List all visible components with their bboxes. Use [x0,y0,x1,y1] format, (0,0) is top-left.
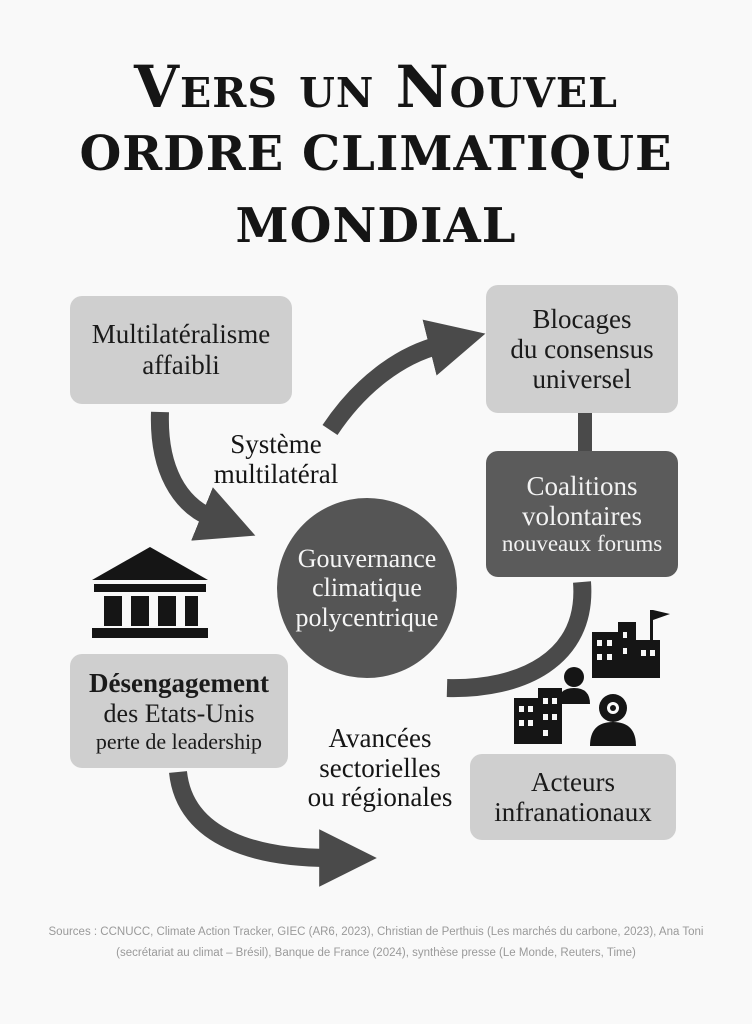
node-label: Acteurs [531,766,615,797]
edge-label: sectorielles [319,752,441,783]
sources-line-1: Sources : CCNUCC, Climate Action Tracker, GIEC (AR6, 2023), Christian de Perthuis (Les marchés du carbone, 2023), Ana Toni [48,926,704,938]
title-line-2: ORDRE CLIMATIQUE [79,126,673,182]
node-label: infranationaux [494,797,652,827]
node-coalitions [486,451,678,577]
node-label: polycentrique [295,602,439,632]
node-acteurs-infranationaux [470,754,676,840]
node-label: Gouvernance [297,544,437,574]
node-label: volontaires [522,501,642,532]
arrow-centre-to-blocages [330,345,440,430]
node-label: Coalitions [526,470,638,501]
node-label: du consensus [510,333,654,364]
node-label: Désengagement [89,667,269,698]
node-gouvernance-centre [277,498,457,678]
sources-line-2: (secrétariat au climat – Brésil), Banque de France (2024), synthèse presse (Le Monde, Reuters, Time) [116,947,636,959]
edge-label: Système [230,429,322,459]
apartment-building-icon [514,688,562,744]
node-label: Blocages [532,303,632,334]
edge-label: Avancées [328,723,432,753]
node-label: nouveaux forums [501,531,663,557]
person-with-badge-icon [590,694,636,746]
arrow-coalitions-to-centre [447,582,582,688]
node-label: climatique [312,573,422,603]
edge-label: multilatéral [213,458,339,489]
bank-building-icon [92,547,208,638]
node-label: Multilatéralisme [91,318,271,349]
node-label: perte de leadership [95,728,263,754]
node-desengagement [70,654,288,768]
node-blocages [486,285,678,413]
connector-blocages-coalitions [578,413,592,451]
node-label: affaibli [142,350,220,380]
node-multilateralisme-affaibli [70,296,292,404]
sources-footnote [40,922,712,964]
title-line-3: MONDIAL [235,198,517,254]
city-buildings-icon [592,610,670,678]
title-line-1: Vers un Nouvel [134,53,618,121]
label-avancees [280,724,480,813]
node-label: des Etats-Unis [103,698,255,728]
node-label: universel [532,364,632,395]
edge-label: ou régionales [307,782,453,813]
person-icon [558,667,590,704]
label-systeme-multilateral [186,430,366,489]
